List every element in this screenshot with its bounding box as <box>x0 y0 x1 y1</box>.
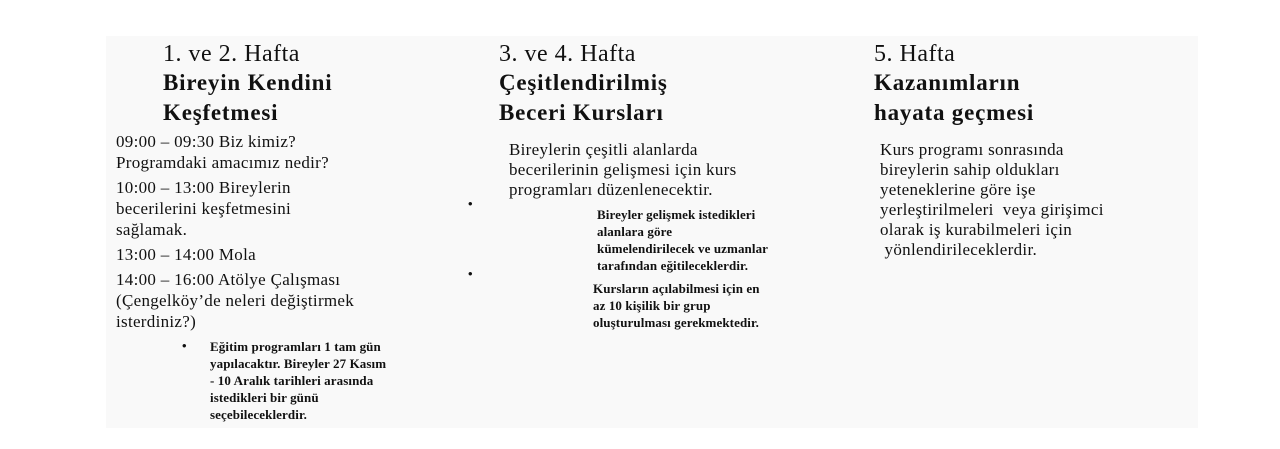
schedule-entry <box>116 269 486 332</box>
entry-line: sağlamak. <box>116 220 188 239</box>
bullet-item <box>597 206 863 274</box>
lead-line: Bireylerin çeşitli alanlarda <box>509 140 698 159</box>
week-heading: 3. ve 4. Hafta <box>499 41 636 67</box>
bullet-line: oluşturulması gerekmektedir. <box>593 315 760 330</box>
bullet-line: seçebileceklerdir. <box>210 407 307 422</box>
bullet-item <box>593 280 863 331</box>
column-week-5 <box>874 36 1198 260</box>
column-week-3-4 <box>499 36 869 337</box>
column-week-1-2 <box>116 36 486 428</box>
bullet-list <box>593 206 863 331</box>
schedule-entry <box>116 244 486 265</box>
entry-line: 09:00 – 09:30 Biz kimiz? <box>116 132 297 151</box>
entry-line: 13:00 – 14:00 Mola <box>116 245 256 264</box>
lead-line: programları düzenlenecektir. <box>509 180 713 199</box>
lead-line: Kurs programı sonrasında <box>880 140 1064 159</box>
bullet-item <box>182 338 500 423</box>
bullet-line: - 10 Aralık tarihleri arasında <box>210 373 374 388</box>
title-line: hayata geçmesi <box>874 100 1035 125</box>
bullet-icon: • <box>182 338 187 353</box>
lead-line: becerilerinin gelişmesi için kurs <box>509 160 737 179</box>
lead-line: bireylerin sahip oldukları <box>880 160 1060 179</box>
entry-line: Programdaki amacımız nedir? <box>116 153 329 172</box>
bullet-line: kümelendirilecek ve uzmanlar <box>597 241 769 256</box>
bullet-line: yapılacaktır. Bireyler 27 Kasım <box>210 356 387 371</box>
entry-line: (Çengelköy’de neleri değiştirmek <box>116 291 355 310</box>
lead-line: yeteneklerine göre işe <box>880 180 1036 199</box>
entry-line: isterdiniz?) <box>116 312 197 331</box>
title-line: Çeşitlendirilmiş <box>499 70 668 95</box>
entry-line: 10:00 – 13:00 Bireylerin <box>116 178 291 197</box>
bullet-line: alanlara göre <box>597 224 673 239</box>
section-lead <box>880 140 1198 260</box>
lead-line: olarak iş kurabilmeleri için <box>880 220 1073 239</box>
schedule-entry <box>116 131 486 173</box>
entry-line: becerilerini keşfetmesini <box>116 199 292 218</box>
entry-line: 14:00 – 16:00 Atölye Çalışması <box>116 270 341 289</box>
week-heading: 1. ve 2. Hafta <box>163 41 300 67</box>
bullet-icon: • <box>468 266 473 281</box>
bullet-line: Kursların açılabilmesi için en <box>593 281 760 296</box>
bullet-list <box>182 338 500 423</box>
bullet-line: az 10 kişilik bir grup <box>593 298 711 313</box>
bullet-line: tarafından eğitileceklerdir. <box>597 258 749 273</box>
bullet-line: istedikleri bir günü <box>210 390 319 405</box>
title-line: Beceri Kursları <box>499 100 664 125</box>
document-page <box>106 36 1198 428</box>
section-title <box>499 68 869 128</box>
lead-line: yerleştirilmeleri veya girişimci <box>880 200 1104 219</box>
section-lead <box>509 140 869 200</box>
title-line: Kazanımların <box>874 70 1021 95</box>
bullet-icon: • <box>468 196 473 211</box>
section-title <box>874 68 1198 128</box>
schedule-entry <box>116 177 486 240</box>
title-line: Keşfetmesi <box>163 100 279 125</box>
section-title <box>163 68 486 128</box>
lead-line: yönlendirileceklerdir. <box>880 240 1038 259</box>
bullet-line: Bireyler gelişmek istedikleri <box>597 207 756 222</box>
week-heading: 5. Hafta <box>874 41 956 67</box>
bullet-line: Eğitim programları 1 tam gün <box>210 339 381 354</box>
schedule-entries <box>116 131 486 332</box>
title-line: Bireyin Kendini <box>163 70 333 95</box>
